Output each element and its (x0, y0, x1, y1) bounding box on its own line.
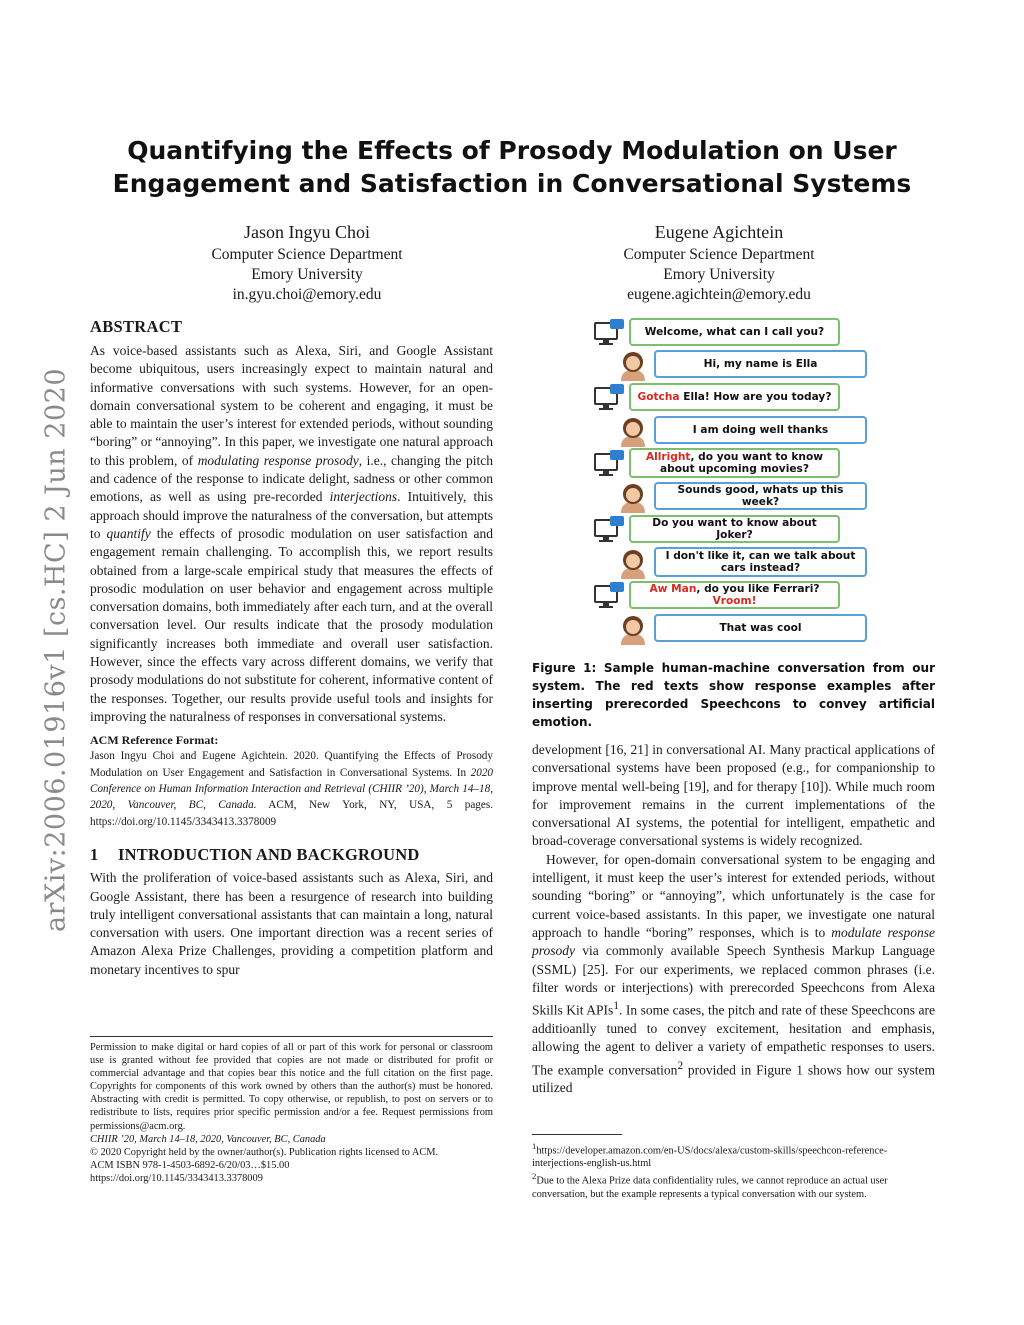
system-message-2: Gotcha Ella! How are you today? (629, 383, 840, 411)
author-university: Emory University (251, 266, 363, 283)
right-column (532, 741, 935, 1098)
author-department: Computer Science Department (623, 246, 815, 263)
user-avatar-icon (618, 480, 648, 514)
user-avatar-icon (618, 612, 648, 646)
user-avatar-icon (618, 414, 648, 448)
author-email[interactable]: in.gyu.choi@emory.edu (232, 286, 382, 303)
author-name: Eugene Agichtein (654, 222, 784, 242)
title-line-1: Quantifying the Effects of Prosody Modulation on User (127, 136, 897, 165)
computer-chat-icon (594, 516, 626, 544)
acm-reference-text: Jason Ingyu Choi and Eugene Agichtein. 2020. Quantifying the Effects of Prosody Modulation on User Engagement and Satisfaction in Conversational Systems. In 2020 Conference on Human Information Interaction and Retrieval (CHIIR ’20), March 14–18, 2020, Vancouver, BC, Canada. ACM, New York, NY, USA, 5 pages. https://doi.org/10.1145/3343413.3378009 (90, 750, 493, 828)
permissions-copyright: © 2020 Copyright held by the owner/author(s). Publication rights licensed to ACM. (90, 1146, 439, 1158)
permissions-isbn: ACM ISBN 978-1-4503-6892-6/20/03…$15.00 (90, 1159, 290, 1171)
permissions-block (90, 1036, 493, 1185)
footnote-mark-2[interactable]: 2 (677, 1059, 684, 1072)
footnote-2: $^2$Due to the Alexa Prize data confidentiality rules, we cannot reproduce an actual user conversation, but the example represents a typical conversation with our system. (532, 1171, 888, 1200)
abstract-text: As voice-based assistants such as Alexa, Siri, and Google Assistant become ubiquitous, users increasingly expect to maintain natural and informative conversations with such systems. However, for an open-domain conversational system to be coherent and engaging, it must be able to maintain the user’s interest for extended periods, without sounding “boring” or “annoying”. In this paper, we investigate one natural approach to this problem, of modulating response prosody, i.e., changing the pitch and cadence of the response to indicate delight, sadness or other common emotions, as well as using pre-recorded interjections. Intuitively, this approach should improve the naturalness of the conversation, but attempts to quantify the effects of prosodic modulation on user satisfaction and engagement remain challenging. To accomplish this, we report results obtained from a large-scale empirical study that measures the effects of prosodic modulation on user behavior and engagement across multiple conversation domains, both immediately after each turn, and at the overall conversation level. Our results indicate that the prosody modulation significantly increases both immediate and overall user satisfaction. However, since the effects vary across different domains, we verify that prosody modulations do not substitute for coherent, informative content of the responses. Together, our results provide useful tools and insights for improving the naturalness of responses in conversational systems. (90, 343, 493, 724)
intro-paragraph-1: With the proliferation of voice-based assistants such as Alexa, Siri, and Google Assistant, there has been a resurgence of research into building truly intelligent conversational assistants that can maintain a long, natural conversation with users. One important direction was a recent series of Amazon Alexa Prize Challenges, providing a competition platform and monetary incentives to spur (90, 870, 493, 977)
footnote-divider (532, 1134, 622, 1135)
footnote-1: $^1$https://developer.amazon.com/en-US/docs/alexa/custom-skills/speechcon-reference-interjections-english-us.html (532, 1141, 888, 1170)
user-avatar-icon (618, 546, 648, 580)
section-heading-introduction: 1 INTRODUCTION AND BACKGROUND (90, 845, 420, 865)
footnote-1-url[interactable]: https://developer.amazon.com/en-US/docs/alexa/custom-skills/speechcon-reference-interjections-english-us.html (532, 1145, 888, 1170)
user-message-5: That was cool (654, 614, 867, 642)
user-message-4: I don't like it, can we talk about cars instead? (654, 547, 867, 577)
computer-chat-icon (594, 384, 626, 412)
footnotes (532, 1124, 935, 1201)
system-message-1: Welcome, what can I call you? (629, 318, 840, 346)
left-column (90, 316, 493, 979)
computer-chat-icon (594, 319, 626, 347)
permissions-text: Permission to make digital or hard copies of all or part of this work for personal or classroom use is granted without fee provided that copies are not made or distributed for profit or commercial advantage and that copies bear this notice and the full citation on the first page. Copyrights for components of this work owned by others than the author(s) must be honored. Abstracting with credit is permitted. To copy otherwise, or republish, to post on servers or to redistribute to lists, requires prior specific permission and/or a fee. Request permissions from permissions@acm.org. (90, 1042, 493, 1132)
abstract-heading: ABSTRACT (90, 317, 183, 336)
user-message-2: I am doing well thanks (654, 416, 867, 444)
author-university: Emory University (663, 266, 775, 283)
permissions-divider (90, 1036, 493, 1037)
footnote-mark-1[interactable]: 1 (613, 1000, 619, 1013)
system-message-3: Allright, do you want to know about upcoming movies? (629, 448, 840, 478)
system-message-5: Aw Man, do you like Ferrari? Vroom! (629, 581, 840, 609)
permissions-doi[interactable]: https://doi.org/10.1145/3343413.3378009 (90, 1172, 263, 1184)
arxiv-identifier-stamp: arXiv:2006.01916v1 [cs.HC] 2 Jun 2020 (40, 368, 72, 932)
computer-chat-icon (594, 582, 626, 610)
acm-reference-heading: ACM Reference Format: (90, 733, 219, 748)
computer-chat-icon (594, 450, 626, 478)
author-block-1 (147, 220, 467, 305)
user-avatar-icon (618, 348, 648, 382)
author-email[interactable]: eugene.agichtein@emory.edu (627, 286, 811, 303)
system-message-4: Do you want to know about Joker? (629, 515, 840, 543)
author-department: Computer Science Department (211, 246, 403, 263)
figure-1-caption: Figure 1: Sample human-machine conversation from our system. The red texts show response examples after inserting prerecorded Speechcons to convey artificial emotion. (532, 661, 935, 729)
figure-1-conversation (588, 314, 873, 649)
user-message-3: Sounds good, whats up this week? (654, 482, 867, 510)
author-name: Jason Ingyu Choi (244, 222, 370, 242)
author-block-2 (559, 220, 879, 305)
intro-paragraph-1-continued: development [16, 21] in conversational AI. Many practical applications of conversational systems have been proposed (e.g., for companionship to improve mental well-being [19], and for therapy [10]). While much room for improvement remains in the current implementations of the conversational AI systems, the potential for intelligent, empathetic and broad-coverage conversational systems is widely recognized. (532, 742, 935, 849)
intro-paragraph-2: However, for open-domain conversational system to be engaging and intelligent, it must keep the user’s interest for extended periods, without sounding “boring” or “annoying”, which unfortunately is the case for current voice-based assistants. In this paper, we investigate one natural approach to handle “boring” responses, which is to modulate response prosody via commonly available Speech Synthesis Markup Language (SSML) [25]. For our experiments, we replaced common phrases (i.e. filter words or interjections) with prerecorded Speechcons from Alexa Skills Kit APIs$^1$. In some cases, the pitch and rate of these Speechcons are additioanlly tuned to convey excitement, hesitation and emphasis, allowing the agent to deliver a variety of empathetic responses to users. The example conversation$^2$ provided in Figure 1 shows how our system utilized (532, 851, 935, 1096)
title-line-2: Engagement and Satisfaction in Conversational Systems (112, 169, 912, 198)
user-message-1: Hi, my name is Ella (654, 350, 867, 378)
permissions-venue: CHIIR ’20, March 14–18, 2020, Vancouver, BC, Canada (90, 1133, 326, 1145)
paper-title (60, 134, 964, 200)
